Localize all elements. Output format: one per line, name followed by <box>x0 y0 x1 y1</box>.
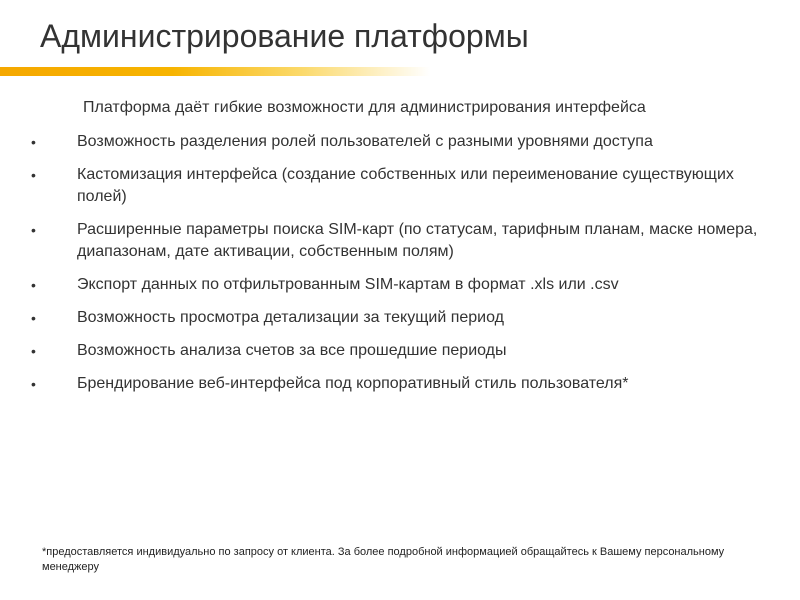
feature-item-label: Возможность просмотра детализации за текущий период <box>77 309 504 326</box>
bullet-icon: • <box>31 277 36 293</box>
feature-item-label: Расширенные параметры поиска SIM-карт (по статусам, тарифным планам, маске номера, диапазонам, дате активации, собственным полям) <box>77 221 758 260</box>
bullet-icon: • <box>31 134 36 150</box>
title-accent-bar <box>0 67 430 76</box>
feature-list <box>0 131 800 406</box>
bullet-icon: • <box>31 167 36 183</box>
footnote: *предоставляется индивидуально по запросу от клиента. За более подробной информацией обращайтесь к Вашему персональному менеджеру <box>42 546 725 573</box>
feature-item-branding <box>0 373 800 395</box>
slide-title: Администрирование платформы <box>40 18 529 54</box>
bullet-icon: • <box>31 343 36 359</box>
feature-item-export <box>0 274 800 296</box>
bullet-icon: • <box>31 376 36 392</box>
bullet-icon: • <box>31 222 36 238</box>
feature-item-label: Кастомизация интерфейса (создание собственных или переименование существующих полей) <box>77 166 734 205</box>
feature-item-roles <box>0 131 800 153</box>
intro-text: Платформа даёт гибкие возможности для администрирования интерфейса <box>83 99 646 116</box>
feature-item-search <box>0 219 800 263</box>
feature-item-customization <box>0 164 800 208</box>
bullet-icon: • <box>31 310 36 326</box>
feature-item-label: Брендирование веб-интерфейса под корпоративный стиль пользователя* <box>77 375 629 392</box>
feature-item-label: Возможность разделения ролей пользователей с разными уровнями доступа <box>77 133 653 150</box>
feature-item-label: Экспорт данных по отфильтрованным SIM-картам в формат .xls или .csv <box>77 276 619 293</box>
feature-item-details <box>0 307 800 329</box>
feature-item-label: Возможность анализа счетов за все прошедшие периоды <box>77 342 507 359</box>
feature-item-invoices <box>0 340 800 362</box>
